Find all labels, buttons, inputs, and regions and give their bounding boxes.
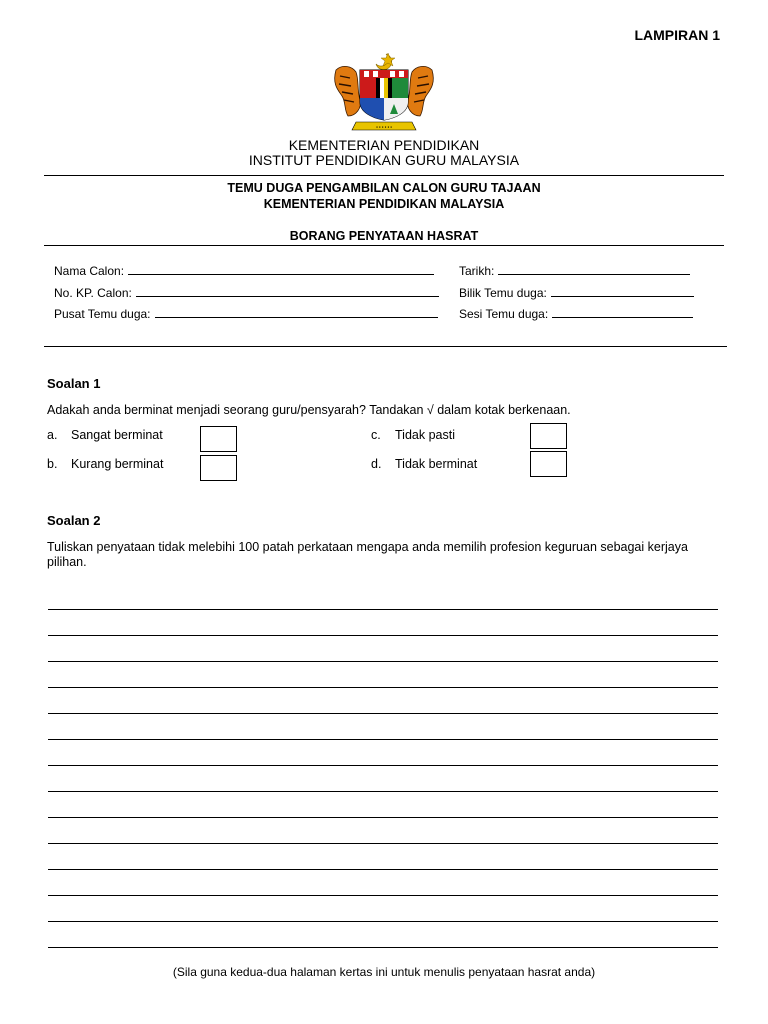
writing-line[interactable] — [48, 713, 718, 714]
tarikh-line[interactable] — [498, 264, 690, 275]
checkbox-tidak-berminat[interactable] — [530, 451, 567, 477]
checkbox-tidak-pasti[interactable] — [530, 423, 567, 449]
writing-line[interactable] — [48, 609, 718, 610]
option-letter: d. — [371, 457, 382, 471]
option-letter: c. — [371, 428, 381, 442]
ministry-name: KEMENTERIAN PENDIDIKAN — [288, 137, 480, 153]
field-label: Tarikh: — [459, 264, 495, 278]
field-pusat[interactable] — [54, 307, 438, 321]
option-label: Tidak pasti — [395, 428, 455, 442]
option-a — [47, 428, 163, 442]
writing-line[interactable] — [48, 869, 718, 870]
option-label: Kurang berminat — [71, 457, 164, 471]
footer-note: (Sila guna kedua-dua halaman kertas ini untuk menulis penyataan hasrat anda) — [172, 965, 596, 979]
writing-line[interactable] — [48, 843, 718, 844]
option-label: Sangat berminat — [71, 428, 163, 442]
option-b — [47, 457, 163, 471]
writing-line[interactable] — [48, 921, 718, 922]
field-nama-calon[interactable] — [54, 264, 434, 278]
checkbox-kurang-berminat[interactable] — [200, 455, 237, 481]
sesi-line[interactable] — [552, 307, 693, 318]
field-label: Pusat Temu duga: — [54, 307, 151, 321]
institute-name: INSTITUT PENDIDIKAN GURU MALAYSIA — [248, 152, 520, 168]
no-kp-line[interactable] — [136, 286, 439, 297]
field-bilik[interactable] — [459, 286, 694, 300]
pusat-line[interactable] — [155, 307, 438, 318]
writing-line[interactable] — [48, 817, 718, 818]
svg-text:▪ ▪ ▪ ▪ ▪ ▪: ▪ ▪ ▪ ▪ ▪ ▪ — [376, 124, 392, 130]
writing-line[interactable] — [48, 635, 718, 636]
soalan2-text: Tuliskan penyataan tidak melebihi 100 patah perkataan mengapa anda memilih profesion keguruan sebagai kerjaya pilihan. — [47, 540, 688, 569]
field-no-kp[interactable] — [54, 286, 439, 300]
writing-line[interactable] — [48, 739, 718, 740]
divider-top — [44, 175, 724, 176]
option-label: Tidak berminat — [395, 457, 478, 471]
writing-line[interactable] — [48, 765, 718, 766]
bilik-line[interactable] — [551, 286, 694, 297]
field-label: No. KP. Calon: — [54, 286, 132, 300]
soalan1-title: Soalan 1 — [47, 376, 101, 391]
form-title-line1: TEMU DUGA PENGAMBILAN CALON GURU TAJAAN — [227, 181, 541, 195]
field-label: Bilik Temu duga: — [459, 286, 547, 300]
option-letter: a. — [47, 428, 58, 442]
field-label: Nama Calon: — [54, 264, 125, 278]
option-d — [371, 457, 477, 471]
field-tarikh[interactable] — [459, 264, 690, 278]
writing-line[interactable] — [48, 947, 718, 948]
soalan1-text: Adakah anda berminat menjadi seorang guru/pensyarah? Tandakan √ dalam kotak berkenaan. — [47, 403, 571, 417]
writing-line[interactable] — [48, 895, 718, 896]
lampiran-label: LAMPIRAN 1 — [634, 27, 720, 43]
writing-line[interactable] — [48, 687, 718, 688]
divider-bottom — [44, 346, 727, 347]
checkbox-sangat-berminat[interactable] — [200, 426, 237, 452]
option-c — [371, 428, 455, 442]
writing-line[interactable] — [48, 791, 718, 792]
nama-calon-line[interactable] — [128, 264, 434, 275]
soalan2-title: Soalan 2 — [47, 513, 101, 528]
divider-middle — [44, 245, 724, 246]
form-name: BORANG PENYATAAN HASRAT — [289, 229, 479, 243]
writing-line[interactable] — [48, 661, 718, 662]
field-sesi[interactable] — [459, 307, 693, 321]
coat-of-arms-logo — [326, 50, 442, 134]
form-title-line2: KEMENTERIAN PENDIDIKAN MALAYSIA — [263, 197, 505, 211]
field-label: Sesi Temu duga: — [459, 307, 549, 321]
option-letter: b. — [47, 457, 58, 471]
